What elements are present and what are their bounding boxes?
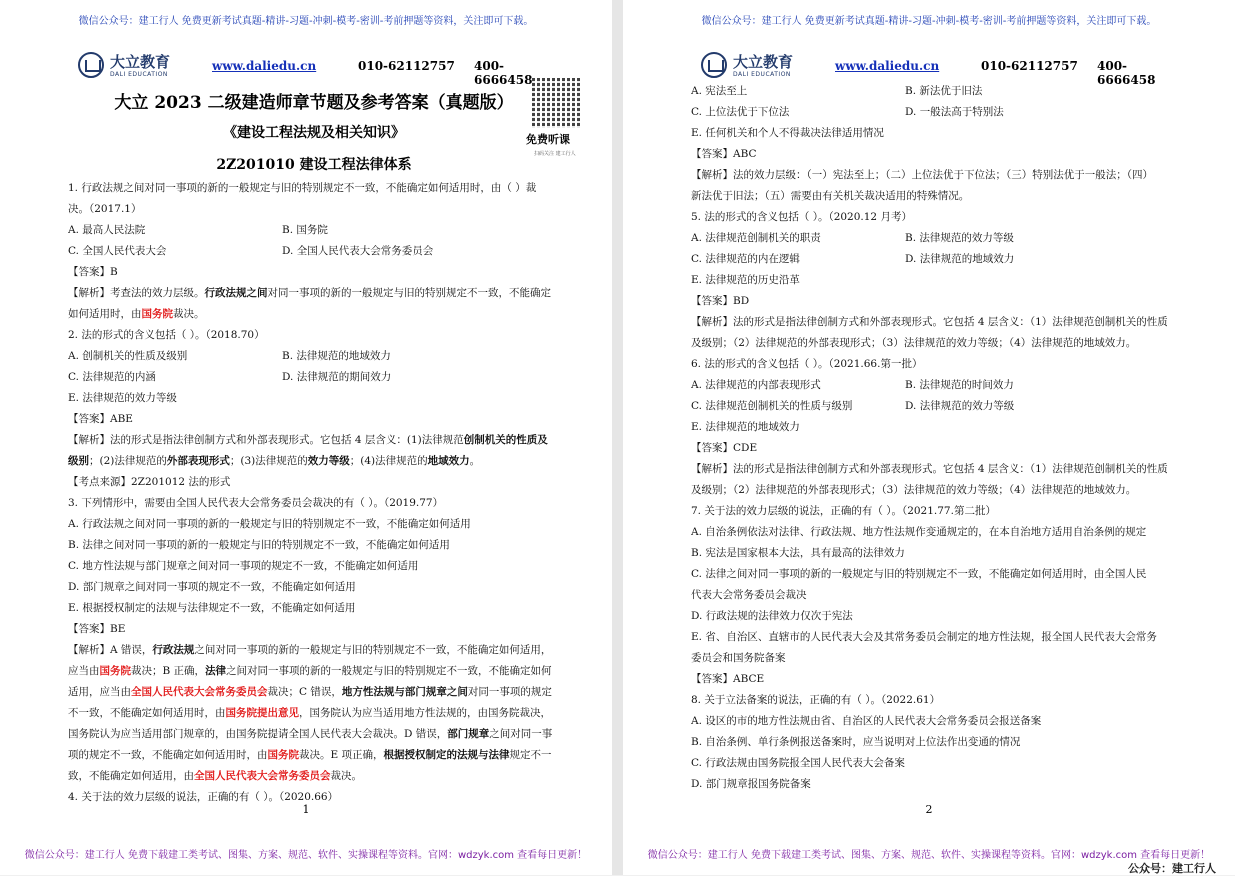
corner-watermark: 公众号：建工行人 <box>1128 862 1216 875</box>
section-heading: 2Z201010 建设工程法律体系 <box>216 157 412 173</box>
bottom-banner: 微信公众号：建工行人 免费下载建工类考试、图集、方案、规范、软件、实操课程等资料。官网：wdzyk.com 查看每日更新！ <box>647 850 1211 861</box>
text-run: 国务院 <box>141 308 173 320</box>
qr-subcaption: 扫码关注 建工行人 <box>534 151 576 157</box>
text-run: 之间对同一事项的新的一般规定与旧的特别规定不一致，不能确定如何适用， <box>194 644 552 656</box>
analysis: 【解析】法的效力层级：（一）宪法至上；（二）上位法优于下位法；（三）特别法优于一般法；（四） <box>691 169 1153 181</box>
analysis <box>68 724 566 745</box>
text-run: 对同一事项的规定 <box>467 686 552 698</box>
text-run: 项的规定不一致，不能确定如何适用时，由 <box>68 749 268 761</box>
text-run: 国务院 <box>267 749 299 761</box>
text-run: 致，不能确定如何适用，由 <box>68 770 194 782</box>
text-run: 级别 <box>68 455 89 467</box>
answer: 【答案】ABCE <box>691 673 765 685</box>
answer: 【答案】CDE <box>691 442 758 454</box>
question-text: 6. 法的形式的含义包括（ ）。（2021.66.第一批） <box>691 358 923 370</box>
option: C. 法律规范的内涵 <box>68 371 156 383</box>
text-run: 全国人民代表大会常务委员会 <box>194 770 331 782</box>
document-title: 大立 2023 二级建造师章节题及参考答案（真题版） <box>114 93 514 113</box>
question-text: 3. 下列情形中，需要由全国人民代表大会常务委员会裁决的有（ ）。（2019.77） <box>68 497 444 509</box>
analysis: 新法优于旧法；（五）需要由有关机关裁决适用的特殊情况。 <box>691 190 970 202</box>
text-run: ；(4)法律规范的 <box>349 455 428 467</box>
answer: 【答案】BE <box>68 623 126 635</box>
option: E. 任何机关和个人不得裁决法律适用情况 <box>691 127 884 139</box>
question-text: 决。（2017.1） <box>68 203 142 215</box>
text-run <box>691 396 1189 417</box>
page-2 <box>623 0 1235 875</box>
option: A. 最高人民法院 <box>68 224 146 236</box>
analysis: 【解析】法的形式是指法律创制方式和外部表现形式。它包括 4 层含义：（1）法律规范创制机关的性质 <box>691 316 1168 328</box>
option: B. 法律规范的效力等级 <box>905 232 1014 244</box>
bottom-banner: 微信公众号：建工行人 免费下载建工类考试、图集、方案、规范、软件、实操课程等资料。官网：wdzyk.com 查看每日更新！ <box>24 850 588 861</box>
option: C. 法律规范创制机关的性质与级别 <box>691 400 853 412</box>
option: 委员会和国务院备案 <box>691 652 786 664</box>
text-run <box>691 81 1189 102</box>
option: C. 行政法规由国务院报全国人民代表大会备案 <box>691 757 905 769</box>
option: A. 自治条例依法对法律、行政法规、地方性法规作变通规定的，在本自治地方适用自治条例的规定 <box>691 526 1147 538</box>
option: A. 行政法规之间对同一事项的新的一般规定与旧的特别规定不一致，不能确定如何适用 <box>68 518 471 530</box>
question-text: 5. 法的形式的含义包括（ ）。（2020.12 月考） <box>691 211 912 223</box>
option: D. 全国人民代表大会常务委员会 <box>282 245 434 257</box>
text-run: 国务院 <box>99 665 131 677</box>
answer: 【答案】B <box>68 266 118 278</box>
option: E. 根据授权制定的法规与法律规定不一致，不能确定如何适用 <box>68 602 356 614</box>
option: 代表大会常务委员会裁决 <box>691 589 807 601</box>
text-run: 部门规章 <box>447 728 490 740</box>
option: B. 自治条例、单行条例报送备案时，应当说明对上位法作出变通的情况 <box>691 736 1021 748</box>
page-gap <box>612 0 623 875</box>
dali-logo: 大立教育 DALI EDUCATION <box>78 50 198 84</box>
analysis <box>68 304 566 325</box>
page-1 <box>0 0 612 875</box>
option: D. 法律规范的效力等级 <box>905 400 1015 412</box>
option: B. 国务院 <box>282 224 328 236</box>
text-run: 不一致，不能确定如何适用时，由 <box>68 707 226 719</box>
option: A. 法律规范的内部表现形式 <box>691 379 821 391</box>
answer: 【答案】BD <box>691 295 750 307</box>
option: C. 上位法优于下位法 <box>691 106 790 118</box>
text-run: 。 <box>469 455 481 467</box>
analysis <box>68 682 566 703</box>
text-run: 地域效力 <box>427 455 470 467</box>
option: B. 法律规范的地域效力 <box>282 350 391 362</box>
option: C. 法律规范的内在逻辑 <box>691 253 800 265</box>
website-link[interactable]: www.daliedu.cn <box>212 59 317 73</box>
page-1-body <box>68 178 566 808</box>
answer: 【答案】ABE <box>68 413 133 425</box>
question-text: 4. 关于法的效力层级的说法，正确的有（ ）。（2020.66） <box>68 791 339 803</box>
text-run <box>691 375 1189 396</box>
analysis <box>68 283 566 304</box>
analysis <box>68 661 566 682</box>
text-run: 国务院认为应当适用部门规章的，由国务院提请全国人民代表大会裁决。D 错误， <box>68 728 448 740</box>
option: B. 宪法是国家根本大法，具有最高的法律效力 <box>691 547 905 559</box>
analysis: 及级别；（2）法律规范的外部表现形式；（3）法律规范的效力等级；（4）法律规范的地域效力。 <box>691 337 1137 349</box>
text-run: 裁决；B 正确， <box>131 665 206 677</box>
option: D. 部门规章之间对同一事项的规定不一致，不能确定如何适用 <box>68 581 356 593</box>
option: A. 设区的市的地方性法规由省、自治区的人民代表大会常务委员会报送备案 <box>691 715 1042 727</box>
page-header <box>701 50 1181 87</box>
option: A. 宪法至上 <box>691 85 748 97</box>
text-run: ；(3)法律规范的 <box>229 455 308 467</box>
text-run: 规定不一 <box>509 749 552 761</box>
text-run: ，国务院认为应当适用地方性法规的，由国务院裁决， <box>299 707 551 719</box>
phone-1: 010-62112757 <box>981 59 1078 73</box>
text-run <box>691 249 1189 270</box>
text-run: ；(2)法律规范的 <box>89 455 167 467</box>
text-run: 法律 <box>205 665 227 677</box>
question-text: 8. 关于立法备案的说法，正确的有（ ）。（2022.61） <box>691 694 941 706</box>
page-number: 2 <box>925 803 933 816</box>
option: B. 法律之间对同一事项的新的一般规定与旧的特别规定不一致，不能确定如何适用 <box>68 539 450 551</box>
analysis <box>68 703 566 724</box>
qr-caption: 免费听课 <box>526 133 570 146</box>
option: E. 法律规范的效力等级 <box>68 392 177 404</box>
text-run: 对同一事项的新的一般规定与旧的特别规定不一致，不能确定 <box>267 287 551 299</box>
question-text: 1. 行政法规之间对同一事项的新的一般规定与旧的特别规定不一致，不能确定如何适用时，由（ ）裁 <box>68 182 537 194</box>
top-banner: 微信公众号：建工行人 免费更新考试真题-精讲-习题-冲刺-模考-密训-考前押题等资料，关注即可下载。 <box>701 16 1157 27</box>
analysis <box>68 640 566 661</box>
text-run <box>691 102 1189 123</box>
option: C. 地方性法规与部门规章之间对同一事项的规定不一致，不能确定如何适用 <box>68 560 419 572</box>
option: B. 新法优于旧法 <box>905 85 983 97</box>
option: D. 一般法高于特别法 <box>905 106 1004 118</box>
option: E. 法律规范的历史沿革 <box>691 274 800 286</box>
page-header <box>78 50 558 87</box>
option: D. 法律规范的期间效力 <box>282 371 392 383</box>
text-run: 之间对同一事项的新的一般规定与旧的特别规定不一致，不能确定如何 <box>226 665 552 677</box>
text-run: 裁决。 <box>330 770 362 782</box>
text-run <box>68 241 566 262</box>
website-link[interactable]: www.daliedu.cn <box>835 59 940 73</box>
top-banner: 微信公众号：建工行人 免费更新考试真题-精讲-习题-冲刺-模考-密训-考前押题等资料，关注即可下载。 <box>78 16 534 27</box>
text-run: 【解析】法的形式是指法律创制方式和外部表现形式。它包括 4 层含义：(1)法律规范 <box>68 434 464 446</box>
analysis: 及级别；（2）法律规范的外部表现形式；（3）法律规范的效力等级；（4）法律规范的地域效力。 <box>691 484 1137 496</box>
option: D. 法律规范的地域效力 <box>905 253 1015 265</box>
phone-2: 400-6666458 <box>474 59 533 87</box>
analysis <box>68 745 566 766</box>
text-run: 裁决。E 项正确， <box>299 749 384 761</box>
phone-1: 010-62112757 <box>358 59 455 73</box>
analysis <box>68 766 566 787</box>
analysis <box>68 430 566 451</box>
text-run: 【解析】考查法的效力层级。 <box>68 287 205 299</box>
text-run: 裁决。 <box>173 308 205 320</box>
dali-logo: 大立教育 DALI EDUCATION <box>701 50 821 84</box>
dali-logo-icon <box>78 52 104 78</box>
text-run: 创制机关的性质及 <box>463 434 548 446</box>
option: A. 法律规范创制机关的职责 <box>691 232 821 244</box>
text-run: 外部表现形式 <box>166 455 230 467</box>
text-run: 适用，应当由 <box>68 686 131 698</box>
text-run <box>68 220 566 241</box>
text-run: 【解析】A 错误， <box>68 644 153 656</box>
analysis: 【解析】法的形式是指法律创制方式和外部表现形式。它包括 4 层含义：（1）法律规范创制机关的性质 <box>691 463 1168 475</box>
text-run: 行政法规之间 <box>204 287 268 299</box>
option: C. 全国人民代表大会 <box>68 245 167 257</box>
page-number: 1 <box>302 803 310 816</box>
option: C. 法律之间对同一事项的新的一般规定与旧的特别规定不一致，不能确定如何适用时，由全国人民 <box>691 568 1147 580</box>
option: A. 创制机关的性质及级别 <box>68 350 188 362</box>
dali-logo-icon <box>701 52 727 78</box>
text-run: 应当由 <box>68 665 100 677</box>
text-run: 全国人民代表大会常务委员会 <box>131 686 268 698</box>
option: E. 法律规范的地域效力 <box>691 421 800 433</box>
text-run <box>691 228 1189 249</box>
text-run <box>68 346 566 367</box>
option: D. 行政法规的法律效力仅次于宪法 <box>691 610 853 622</box>
source-note: 【考点来源】2Z201012 法的形式 <box>68 476 231 488</box>
text-run: 效力等级 <box>307 455 350 467</box>
option: B. 法律规范的时间效力 <box>905 379 1014 391</box>
text-run: 如何适用时，由 <box>68 308 142 320</box>
analysis <box>68 451 566 472</box>
text-run: 行政法规 <box>152 644 195 656</box>
option: D. 部门规章报国务院备案 <box>691 778 811 790</box>
question-text: 7. 关于法的效力层级的说法，正确的有（ ）。（2021.77.第二批） <box>691 505 996 517</box>
option: E. 省、自治区、直辖市的人民代表大会及其常务委员会制定的地方性法规，报全国人民代表大会常务 <box>691 631 1157 643</box>
text-run: 地方性法规与部门规章之间 <box>341 686 468 698</box>
answer: 【答案】ABC <box>691 148 757 160</box>
text-run: 之间对同一事 <box>489 728 553 740</box>
text-run <box>68 367 566 388</box>
text-run: 国务院提出意见 <box>225 707 299 719</box>
text-run: 裁决；C 错误， <box>267 686 342 698</box>
document-subtitle: 《建设工程法规及相关知识》 <box>223 125 405 141</box>
page-2-body <box>691 81 1189 795</box>
question-text: 2. 法的形式的含义包括（ ）。（2018.70） <box>68 329 265 341</box>
phone-2: 400-6666458 <box>1097 59 1156 87</box>
text-run: 根据授权制定的法规与法律 <box>383 749 510 761</box>
